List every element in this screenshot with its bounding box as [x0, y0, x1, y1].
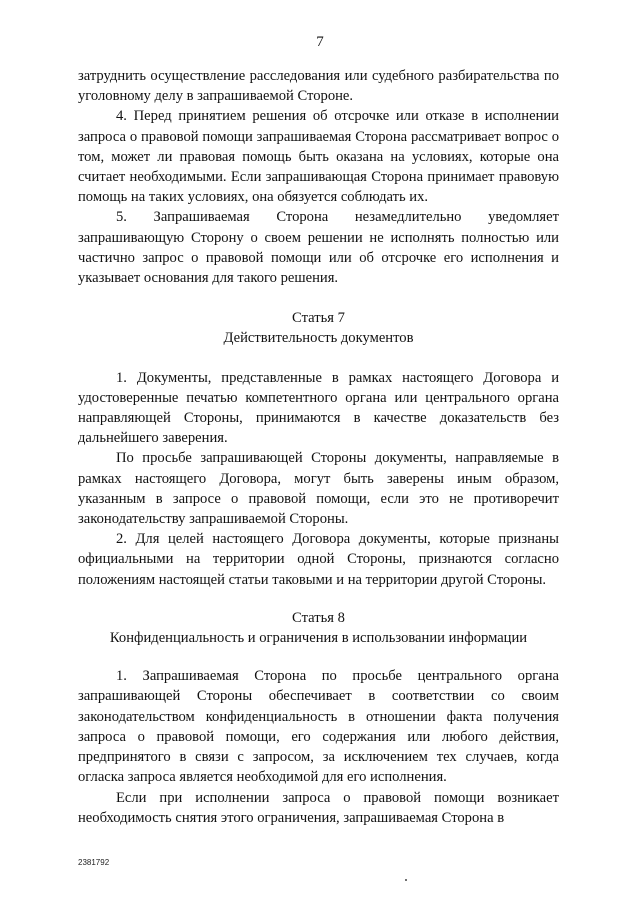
paragraph-item-4: 4. Перед принятием решения об отсрочке или отказе в исполнении запроса о правовой помощи запрашиваемая Сторона рассматривает вопрос о том, может ли правовая помощь быть оказана на условиях, которые она считает необходимыми. Если запрашивающая Сторона принимает правовую помощь на таких условиях, она обязуется соблюдать их.: [78, 108, 559, 206]
article-7-number: Статья 7: [292, 310, 345, 327]
article-8-title: Конфиденциальность и ограничения в использовании информации: [109, 630, 528, 647]
article-8-paragraph-1: 1. Запрашиваемая Сторона по просьбе центрального органа запрашивающей Стороны обеспечивает в соответствии со своим законодательством конфиденциальность в отношении факта получения запроса о правовой помощи, его содержания или любого действия, предпринятого в связи с запросом, за исключением тех случаев, когда огласка запроса является необходимой для его исполнения.: [78, 668, 559, 786]
paragraph-continuation: затруднить осуществление расследования или судебного разбирательства по уголовному делу в запрашиваемой Стороне.: [78, 68, 559, 105]
document-code: 2381792: [78, 858, 110, 867]
article-8-paragraph-2: Если при исполнении запроса о правовой помощи возникает необходимость снятия этого ограничения, запрашиваемая Сторона в: [78, 789, 559, 826]
article-7-paragraph-2: По просьбе запрашивающей Стороны документы, направляемые в рамках настоящего Договора, могут быть заверены иным образом, указанным в запросе о правовой помощи, если это не противоречит законодательству запрашиваемой Стороны.: [78, 450, 559, 528]
article-8-number: Статья 8: [292, 609, 345, 626]
scan-speck: [405, 879, 407, 881]
paragraph-item-5: 5. Запрашиваемая Сторона незамедлительно уведомляет запрашивающую Сторону о своем решении не исполнять полностью или частично запрос о правовой помощи или об отсрочке его исполнения и указывает основания для такого решения.: [78, 209, 559, 287]
article-8-heading: [78, 608, 559, 648]
article-7-heading: [78, 308, 559, 348]
page-number: 7: [316, 34, 324, 50]
article-7-paragraph-1: 1. Документы, представленные в рамках настоящего Договора и удостоверенные печатью компетентного органа или центрального органа направляющей Стороны, принимаются в качестве доказательств без дальнейшего заверения.: [78, 369, 559, 447]
article-7-title: Действительность документов: [223, 330, 414, 347]
document-body: [78, 66, 559, 828]
article-7-paragraph-3: 2. Для целей настоящего Договора документы, которые признаны официальными на территории одной Стороны, признаются согласно положениям настоящей статьи таковыми и на территории другой Стороны.: [78, 531, 559, 588]
